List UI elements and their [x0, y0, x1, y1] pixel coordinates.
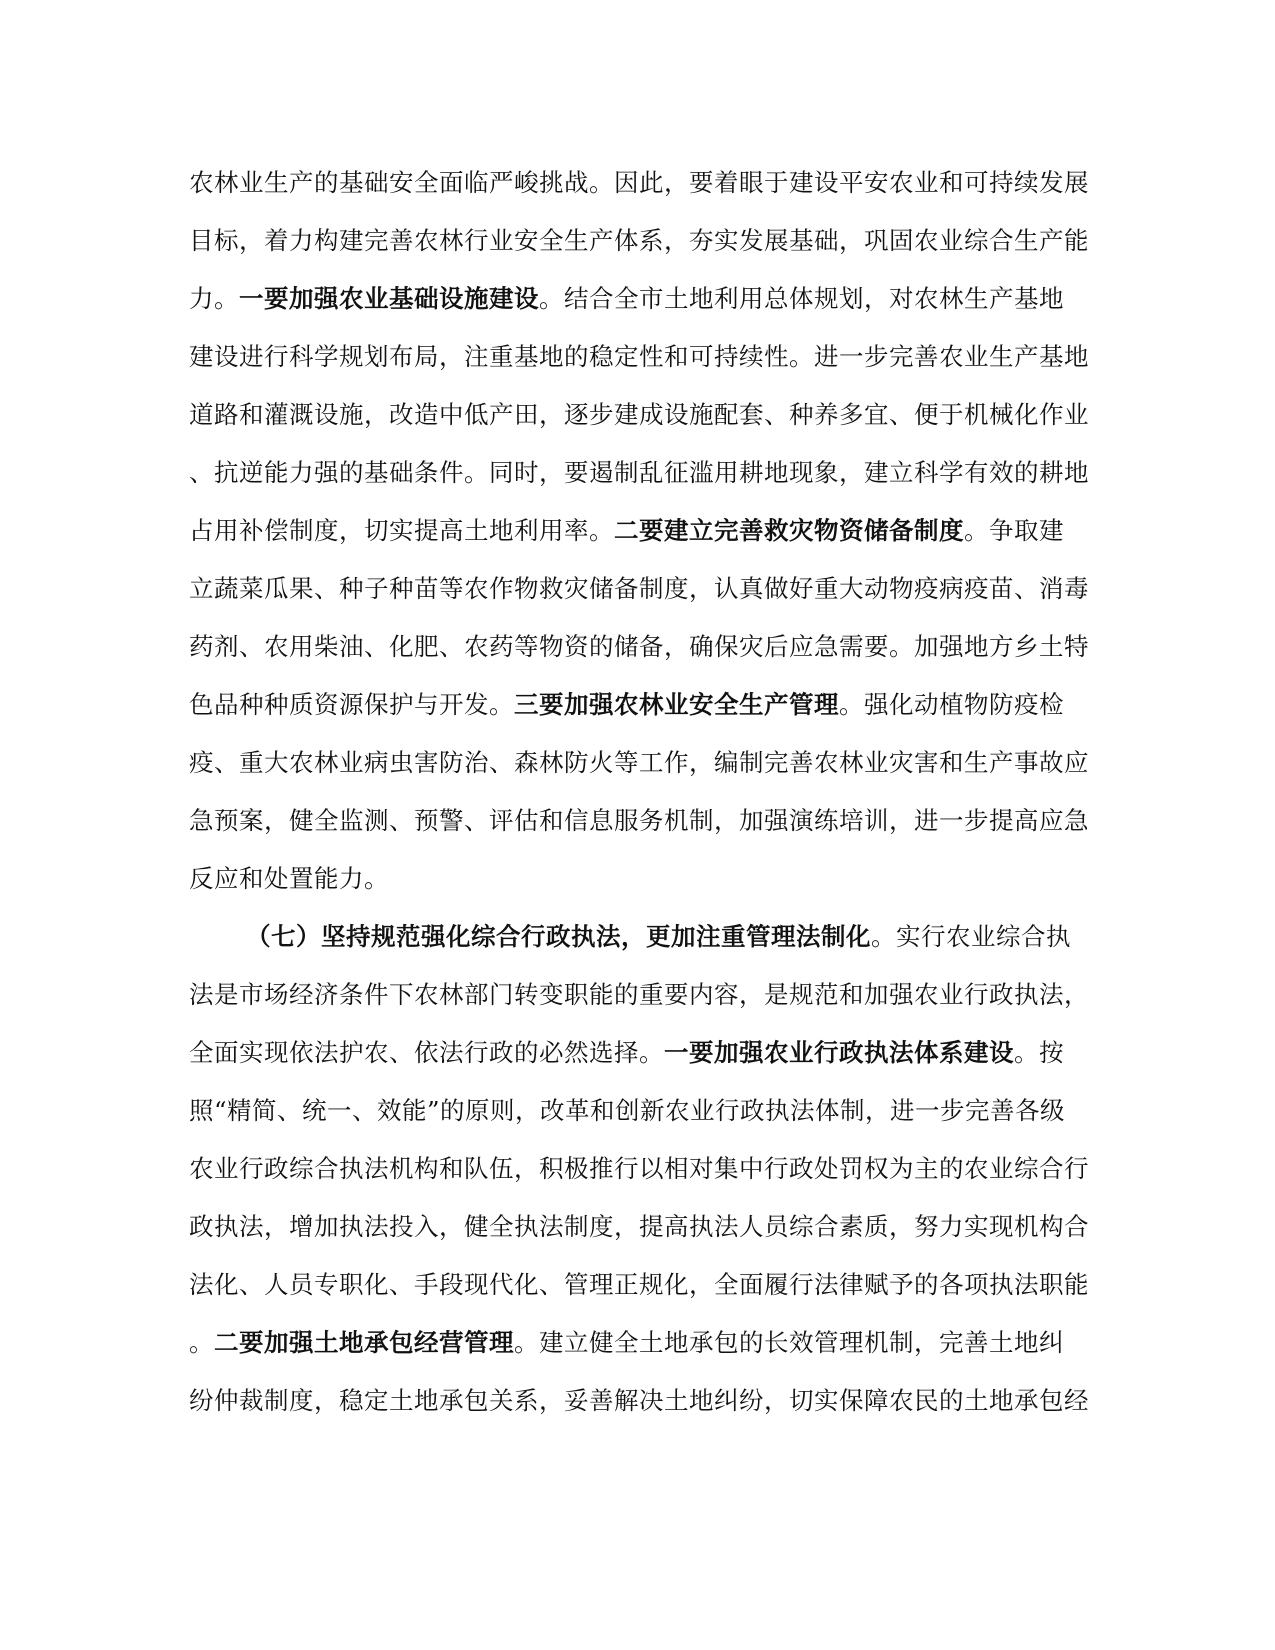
text-segment: 急预案，健全监测、预警、评估和信息服务机制，加强演练培训，进一步提高应急 — [189, 806, 1089, 835]
text-line — [189, 221, 1089, 261]
text-segment: 全面实现依法护农、依法行政的必然选择。 — [189, 1038, 664, 1067]
text-line — [189, 279, 1089, 319]
text-segment: 。建立健全土地承包的长效管理机制，完善土地纠 — [514, 1328, 1064, 1357]
bold-heading: 一要加强农业基础设施建设 — [239, 284, 539, 313]
text-segment: 。争取建 — [964, 516, 1064, 545]
text-line — [189, 627, 1089, 667]
text-line — [246, 917, 1146, 957]
text-segment: 农林业生产的基础安全面临严峻挑战。因此，要着眼于建设平安农业和可持续发展 — [189, 168, 1089, 197]
text-segment: 农业行政综合执法机构和队伍，积极推行以相对集中行政处罚权为主的农业综合行 — [189, 1154, 1089, 1183]
text-segment: 药剂、农用柴油、化肥、农药等物资的储备，确保灾后应急需要。加强地方乡土特 — [189, 632, 1089, 661]
text-segment: 。按 — [1014, 1038, 1064, 1067]
text-segment: 占用补偿制度，切实提高土地利用率。 — [189, 516, 614, 545]
bold-heading: 二要加强土地承包经营管理 — [214, 1328, 514, 1357]
text-segment: 政执法，增加执法投入，健全执法制度，提高执法人员综合素质，努力实现机构合 — [189, 1212, 1089, 1241]
text-segment: 。 — [189, 1328, 214, 1357]
text-segment: 道路和灌溉设施，改造中低产田，逐步建成设施配套、种养多宜、便于机械化作业 — [189, 400, 1089, 429]
text-segment: 法化、人员专职化、手段现代化、管理正规化，全面履行法律赋予的各项执法职能 — [189, 1270, 1089, 1299]
text-segment: 照“精简、统一、效能”的原则，改革和创新农业行政执法体制，进一步完善各级 — [189, 1096, 1066, 1125]
text-segment: 立蔬菜瓜果、种子种苗等农作物救灾储备制度，认真做好重大动物疫病疫苗、消毒 — [189, 574, 1089, 603]
text-line — [189, 395, 1089, 435]
text-line — [189, 1149, 1089, 1189]
bold-heading: 三要加强农林业安全生产管理 — [514, 690, 839, 719]
text-line — [189, 685, 1089, 725]
text-line — [189, 569, 1089, 609]
text-line — [189, 1323, 1089, 1363]
text-line — [189, 511, 1089, 551]
text-line — [189, 163, 1089, 203]
text-segment: 目标，着力构建完善农林行业安全生产体系，夯实发展基础，巩固农业综合生产能 — [189, 226, 1089, 255]
text-segment: 。结合全市土地利用总体规划，对农林生产基地 — [539, 284, 1064, 313]
text-segment: 建设进行科学规划布局，注重基地的稳定性和可持续性。进一步完善农业生产基地 — [189, 342, 1089, 371]
text-line — [189, 1091, 1089, 1131]
text-segment: 法是市场经济条件下农林部门转变职能的重要内容，是规范和加强农业行政执法， — [189, 980, 1089, 1009]
text-segment: 色品种种质资源保护与开发。 — [189, 690, 514, 719]
text-line — [189, 859, 1089, 899]
text-segment: 、抗逆能力强的基础条件。同时，要遏制乱征滥用耕地现象，建立科学有效的耕地 — [189, 458, 1089, 487]
bold-heading: （七）坚持规范强化综合行政执法，更加注重管理法制化 — [246, 922, 871, 951]
text-line — [189, 975, 1089, 1015]
text-segment: 疫、重大农林业病虫害防治、森林防火等工作，编制完善农林业灾害和生产事故应 — [189, 748, 1089, 777]
text-line — [189, 453, 1089, 493]
text-segment: 力。 — [189, 284, 239, 313]
text-segment: 反应和处置能力。 — [189, 864, 389, 893]
text-line — [189, 1207, 1089, 1247]
bold-heading: 一要加强农业行政执法体系建设 — [664, 1038, 1014, 1067]
bold-heading: 二要建立完善救灾物资储备制度 — [614, 516, 964, 545]
text-segment: 。实行农业综合执 — [871, 922, 1071, 951]
text-segment: 。强化动植物防疫检 — [839, 690, 1064, 719]
text-segment: 纷仲裁制度，稳定土地承包关系，妥善解决土地纠纷，切实保障农民的土地承包经 — [189, 1386, 1089, 1415]
text-line — [189, 337, 1089, 377]
text-line — [189, 1265, 1089, 1305]
text-line — [189, 1381, 1089, 1421]
text-line — [189, 801, 1089, 841]
text-line — [189, 1033, 1089, 1073]
text-line — [189, 743, 1089, 783]
